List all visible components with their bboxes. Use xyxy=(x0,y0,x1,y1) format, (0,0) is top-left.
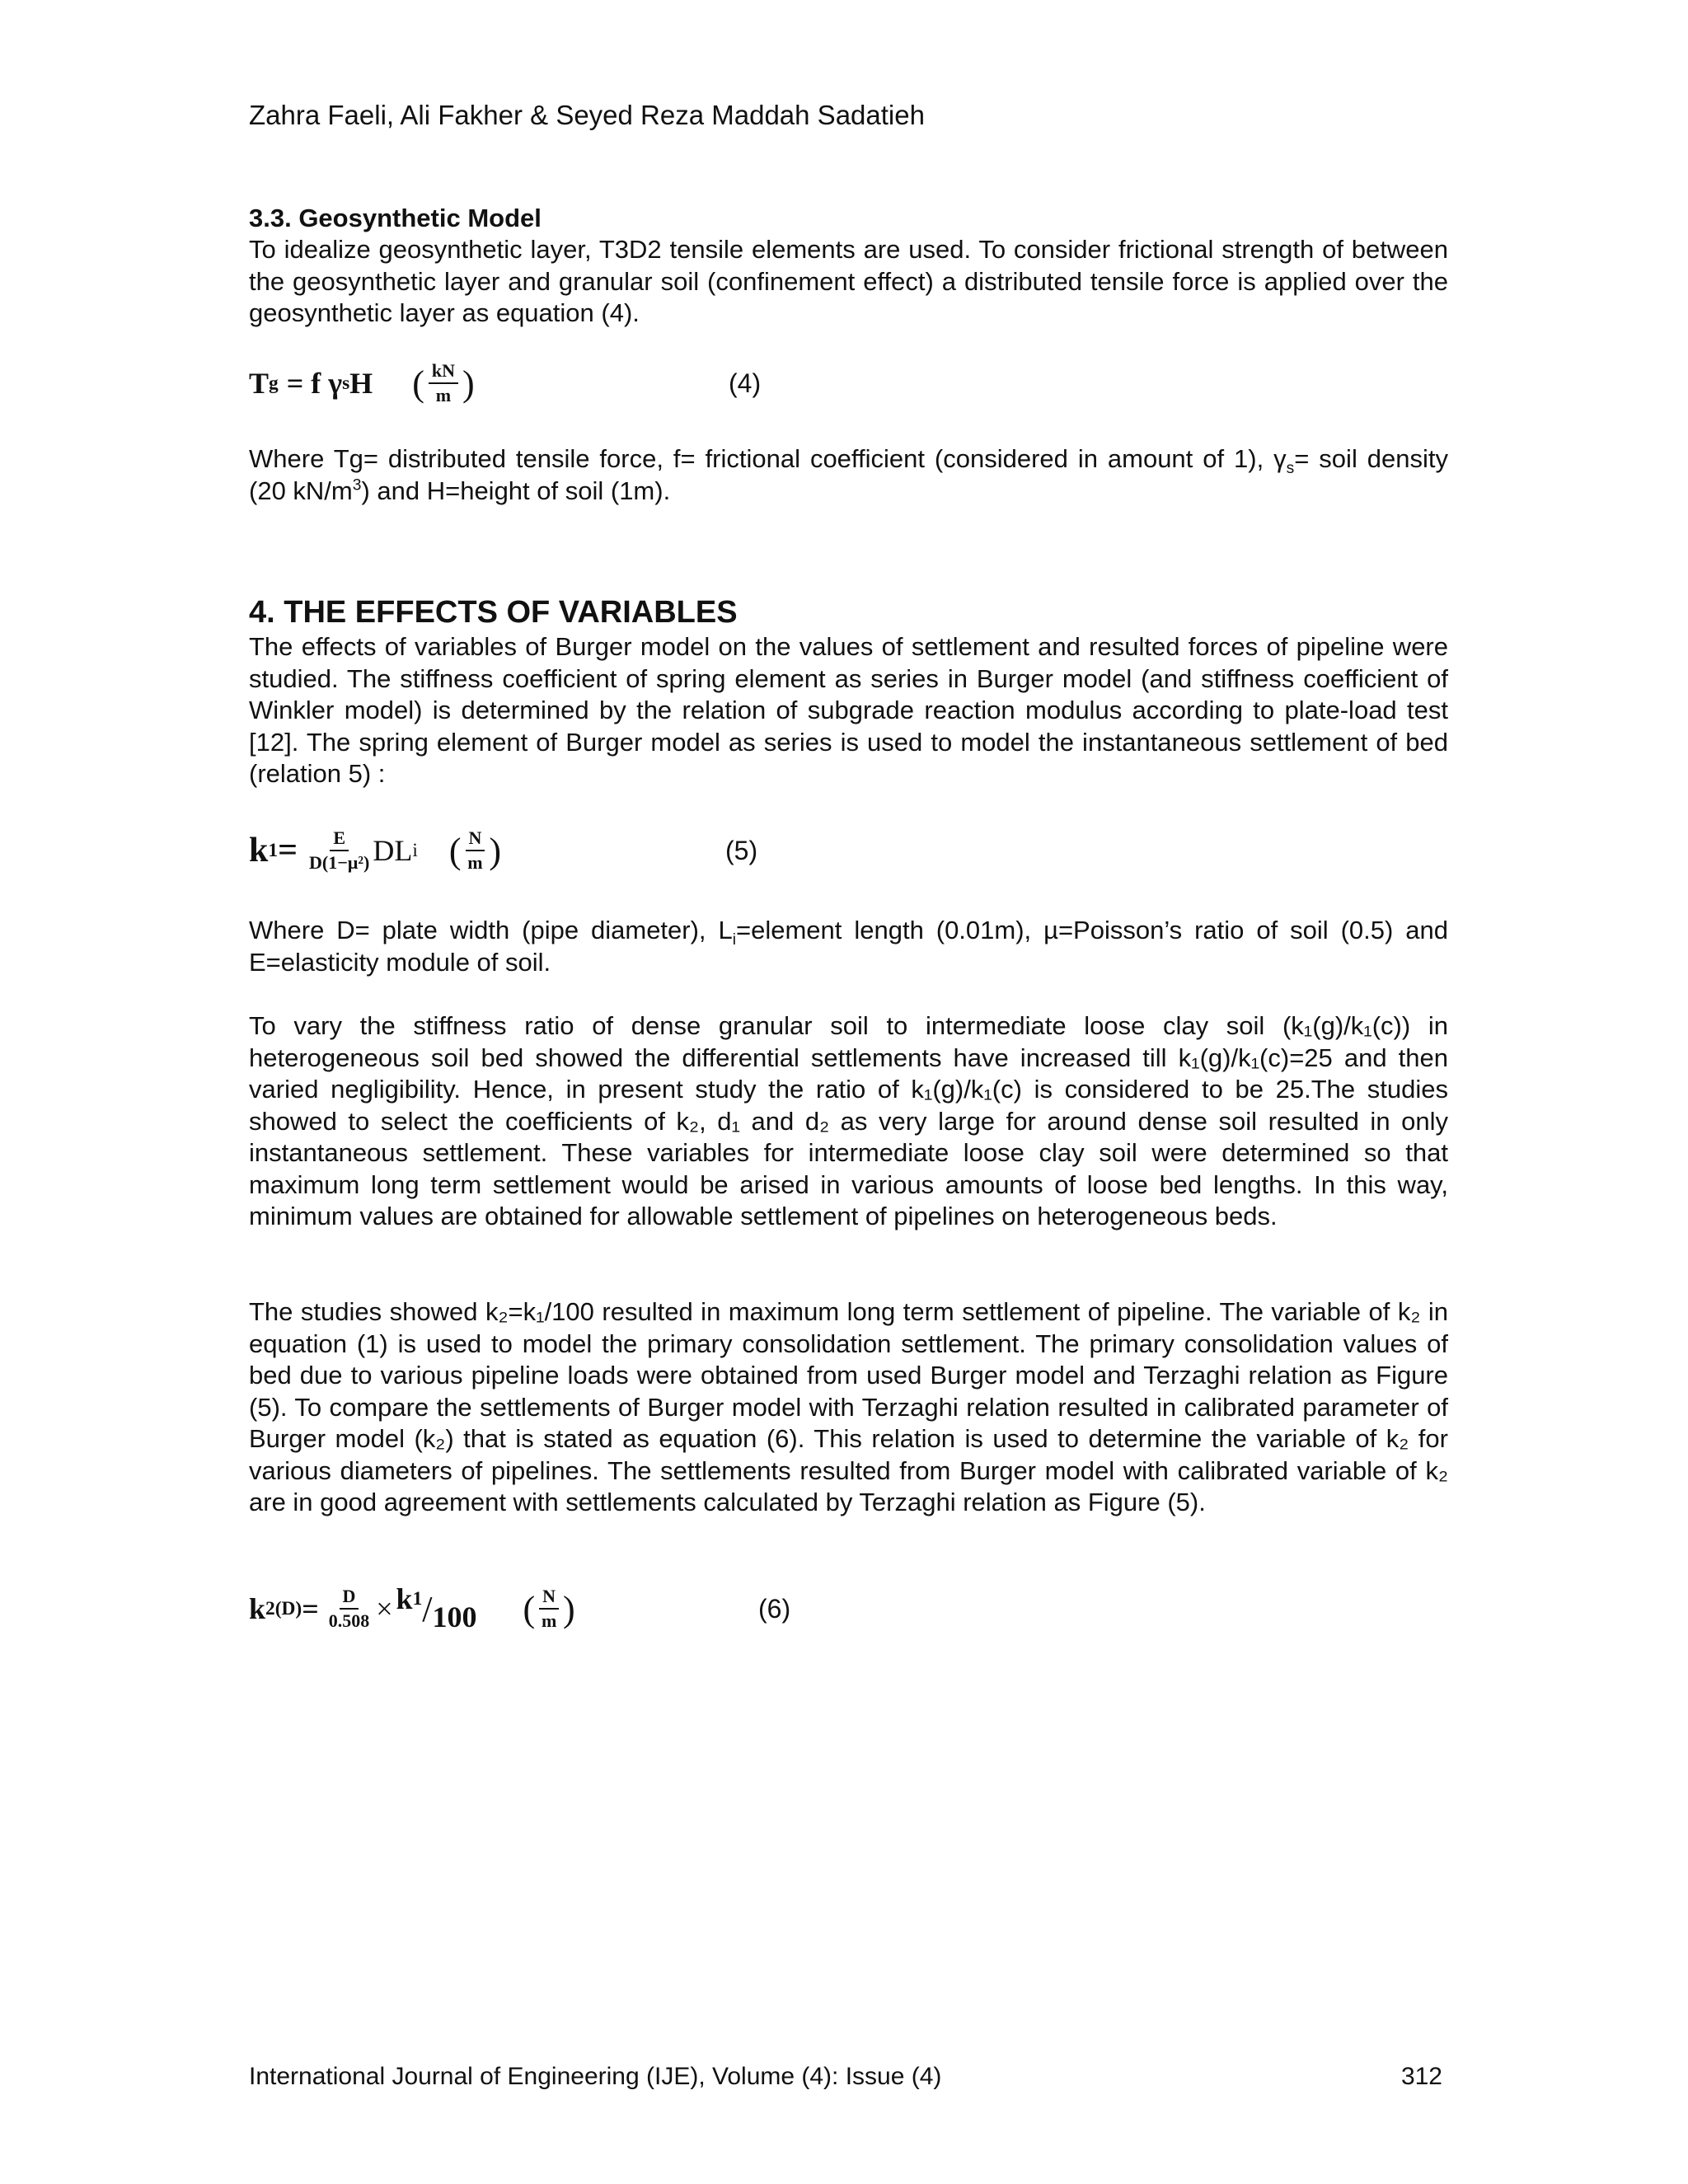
paragraph-geosynthetic-intro: To idealize geosynthetic layer, T3D2 tensile elements are used. To consider frictional strength of between the geosynthetic layer and granular soil (confinement effect) a distributed tensile force is applied over the geosynthetic layer as equation (4). xyxy=(249,235,1448,327)
eq5-lhs: k xyxy=(249,832,269,869)
eq6-lhs-sub: 2(D) xyxy=(265,1597,302,1619)
eq5-unit-den: m xyxy=(467,852,483,873)
eq5-tail-sub: i xyxy=(412,839,418,861)
eq6-unit-num: N xyxy=(539,1587,559,1610)
where-tg-part-c: ) and H=height of soil (1m). xyxy=(361,476,671,505)
paragraph-where-tg-text xyxy=(249,443,1448,507)
eq6-slash: / xyxy=(422,1588,433,1629)
eq6-num: D xyxy=(340,1587,359,1610)
section-4 xyxy=(249,593,1448,790)
footer-journal: International Journal of Engineering (IJE), Volume (4): Issue (4) xyxy=(249,2063,942,2090)
section-heading-3-3: 3.3. Geosynthetic Model xyxy=(249,204,542,232)
eq5-unit-fraction xyxy=(466,829,485,872)
equation-6-row xyxy=(249,1576,991,1642)
eq4-lhs-sub: g xyxy=(269,372,279,394)
paragraph-k2-calibration xyxy=(249,1296,1448,1519)
eq4-unit-fraction xyxy=(429,362,458,405)
where-tg-part-b: = soil density (20 kN/m xyxy=(249,444,1448,505)
paragraph-stiffness-ratio xyxy=(249,1010,1448,1233)
eq4-unit-num: kN xyxy=(429,362,458,384)
eq5-lhs-sub: 1 xyxy=(268,839,279,861)
where-tg-sup: 3 xyxy=(352,476,362,494)
running-header-authors: Zahra Faeli, Ali Fakher & Seyed Reza Maddah Sadatieh xyxy=(249,100,925,130)
equation-5-row xyxy=(249,818,908,883)
eq6-lhs: k xyxy=(249,1592,266,1625)
where-tg-sub: s xyxy=(1286,460,1295,478)
section-3-3 xyxy=(249,203,1448,330)
paragraph-where-d xyxy=(249,915,1448,978)
page-footer xyxy=(249,2060,1442,2093)
eq6-paren-open: ( xyxy=(523,1588,536,1629)
eq6-k-sub: 1 xyxy=(412,1587,423,1610)
eq6-unit-den: m xyxy=(541,1610,557,1631)
paragraph-where-d-text xyxy=(249,915,1448,978)
eq4-unit-den: m xyxy=(435,385,452,405)
eq4-paren-close: ) xyxy=(462,363,475,404)
eq5-equals: = xyxy=(278,832,298,869)
section-heading-4: 4. THE EFFECTS OF VARIABLES xyxy=(249,595,738,630)
paragraph-where-tg xyxy=(249,443,1448,507)
eq5-den: D(1−µ²) xyxy=(309,852,370,873)
eq6-paren-close: ) xyxy=(563,1588,575,1629)
eq5-num: E xyxy=(330,829,349,851)
where-d-sub: i xyxy=(732,931,737,949)
where-tg-part-a: Where Tg= distributed tensile force, f= frictional coefficient (considered in amount of 1), γ xyxy=(249,444,1287,473)
eq4-rhs: = f γ xyxy=(286,367,343,400)
eq6-den: 0.508 xyxy=(328,1610,370,1631)
equation-4 xyxy=(249,350,476,416)
eq5-fraction xyxy=(309,829,369,872)
equation-4-row xyxy=(249,350,908,416)
equation-5 xyxy=(249,818,502,883)
equation-4-label: (4) xyxy=(729,368,762,398)
eq4-rhs-tail: H xyxy=(349,367,373,400)
eq4-paren-open: ( xyxy=(412,363,424,404)
eq6-fraction xyxy=(329,1587,370,1630)
where-d-part-b: =element length (0.01m), µ=Poisson’s ratio of soil (0.5) and E=elasticity module of soil. xyxy=(249,916,1448,977)
equation-5-label: (5) xyxy=(725,836,758,865)
eq6-equals: = xyxy=(302,1592,319,1625)
where-d-part-a: Where D= plate width (pipe diameter), L xyxy=(249,916,733,944)
eq5-tail: DL xyxy=(373,834,413,867)
eq5-paren-close: ) xyxy=(489,830,502,871)
paragraph-effects-intro: The effects of variables of Burger model on the values of settlement and resulted forces of pipeline were studied. The stiffness coefficient of spring element as series in Burger model (and stiffness coefficient of Winkler model) is determined by the relation of subgrade reaction modulus according to plate-load test [12]. The spring element of Burger model as series is used to model the instantaneous settlement of bed (relation 5) : xyxy=(249,632,1448,788)
eq6-times: × xyxy=(376,1592,393,1625)
paragraph-k2-calibration-text: The studies showed k₂=k₁/100 resulted in maximum long term settlement of pipeline. The variable of k₂ in equation (1) is used to model the primary consolidation settlement. The primary consolidation values of bed due to various pipeline loads were obtained from used Burger model and Terzaghi relation as Figure (5). To compare the settlements of Burger model with Terzaghi relation resulted in calibrated parameter of Burger model (k₂) that is stated as equation (6). This relation is used to determine the variable of k₂ for various diameters of pipelines. The settlements resulted from Burger model with calibrated variable of k₂ are in good agreement with settlements calculated by Terzaghi relation as Figure (5). xyxy=(249,1297,1448,1516)
paragraph-stiffness-ratio-text: To vary the stiffness ratio of dense granular soil to intermediate loose clay soil (k₁(g)/k₁(c)) in heterogeneous soil bed showed the differential settlements have increased till k₁(g)/k₁(c)=25 and then varied negligibility. Hence, in present study the ratio of k₁(g)/k₁(c) is considered to be 25.The studies showed to select the coefficients of k₂, d₁ and d₂ as very large for around dense soil resulted in only instantaneous settlement. These variables for intermediate loose clay soil were determined so that maximum long term settlement would be arised in various amounts of loose bed lengths. In this way, minimum values are obtained for allowable settlement of pipelines on heterogeneous beds. xyxy=(249,1011,1448,1230)
eq4-lhs: T xyxy=(249,367,270,400)
equation-6 xyxy=(249,1576,576,1642)
page-number: 312 xyxy=(1400,2063,1442,2090)
eq4-rhs-sub: s xyxy=(342,372,350,394)
equation-6-label: (6) xyxy=(758,1594,791,1624)
eq6-k: k xyxy=(396,1582,413,1615)
eq6-hundred: 100 xyxy=(432,1601,477,1633)
eq5-paren-open: ( xyxy=(448,830,462,871)
eq5-unit-num: N xyxy=(466,829,485,851)
eq6-unit-fraction xyxy=(539,1587,559,1630)
